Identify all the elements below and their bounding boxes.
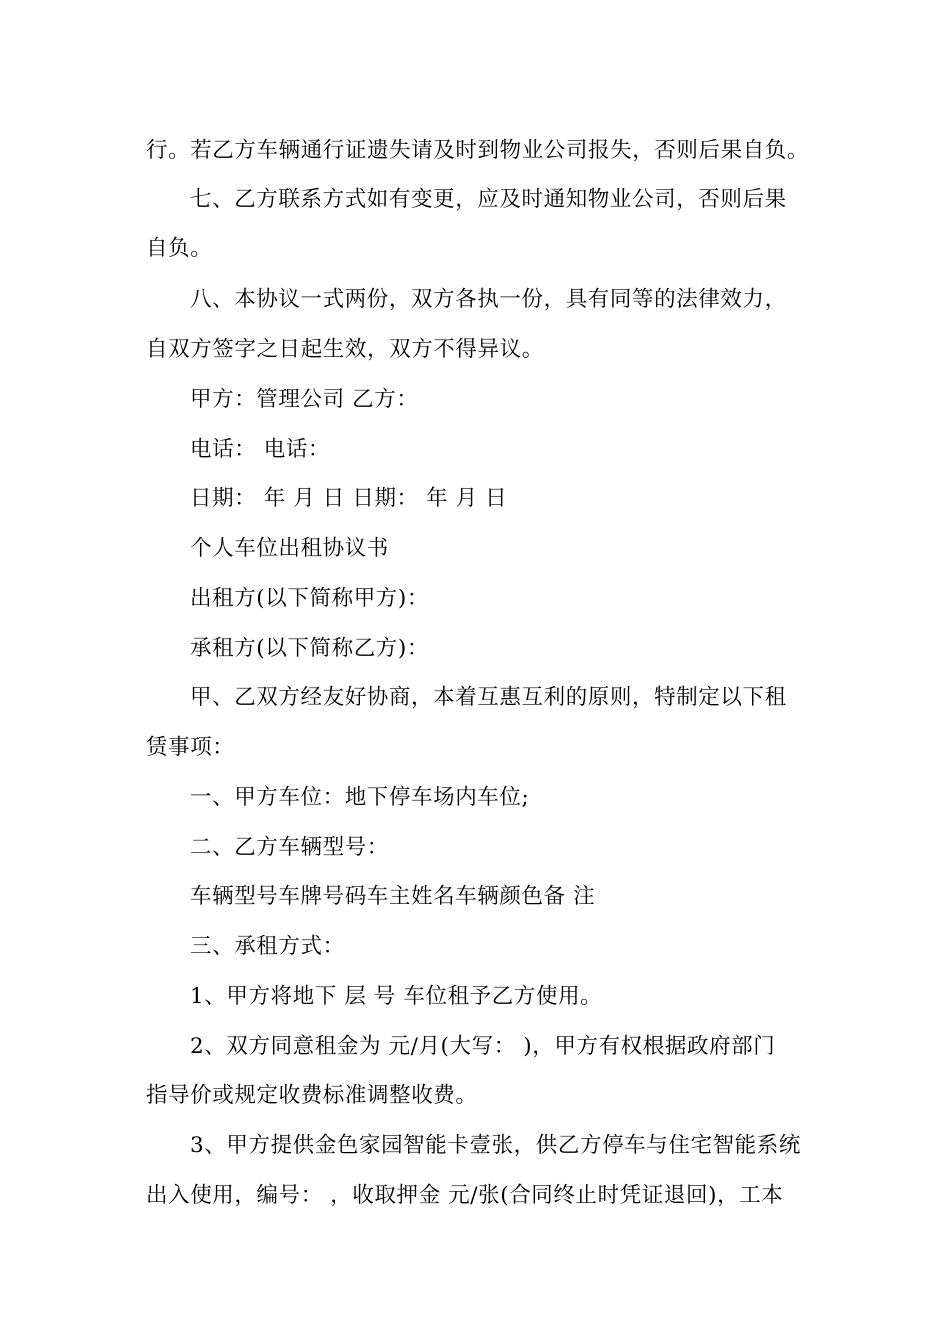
clause-7-line-1: 七、乙方联系方式如有变更，应及时通知物业公司，否则后果	[190, 187, 787, 212]
clause-8-line-1: 八、本协议一式两份，双方各执一份，具有同等的法律效力，	[190, 287, 787, 312]
clause-3-line: 三、承租方式：	[190, 934, 345, 959]
item-3-line-1: 3、甲方提供金色家园智能卡壹张，供乙方停车与住宅智能系统	[190, 1133, 801, 1158]
clause-8-line-2: 自双方签字之日起生效，双方不得异议。	[146, 337, 544, 362]
clause-7-line-2: 自负。	[146, 236, 213, 261]
clause-1-line: 一、甲方车位：地下停车场内车位;	[190, 785, 530, 810]
preamble-line-1: 甲、乙双方经友好协商，本着互惠互利的原则，特制定以下租	[190, 685, 787, 710]
vehicle-fields-line: 车辆型号车牌号码车主姓名车辆颜色备 注	[190, 884, 596, 909]
date-line: 日期： 年 月 日 日期： 年 月 日	[190, 486, 508, 511]
phone-line: 电话： 电话：	[190, 437, 331, 462]
item-2-line-1: 2、双方同意租金为 元/月(大写： )，甲方有权根据政府部门	[190, 1034, 776, 1059]
item-1-line: 1、甲方将地下 层 号 车位租予乙方使用。	[190, 984, 603, 1009]
item-2-line-2: 指导价或规定收费标准调整收费。	[146, 1083, 478, 1108]
party-signature-line: 甲方：管理公司 乙方：	[190, 387, 419, 412]
lessee-line: 承租方(以下简称乙方)：	[190, 636, 429, 661]
text-line-1: 行。若乙方车辆通行证遗失请及时到物业公司报失，否则后果自负。	[146, 138, 810, 163]
item-3-line-2: 出入使用，编号： ，收取押金 元/张(合同终止时凭证退回)，工本	[146, 1183, 784, 1208]
agreement-title: 个人车位出租协议书	[190, 536, 389, 561]
clause-2-line: 二、乙方车辆型号：	[190, 835, 389, 860]
lessor-line: 出租方(以下简称甲方)：	[190, 586, 429, 611]
preamble-line-2: 赁事项：	[146, 735, 235, 760]
